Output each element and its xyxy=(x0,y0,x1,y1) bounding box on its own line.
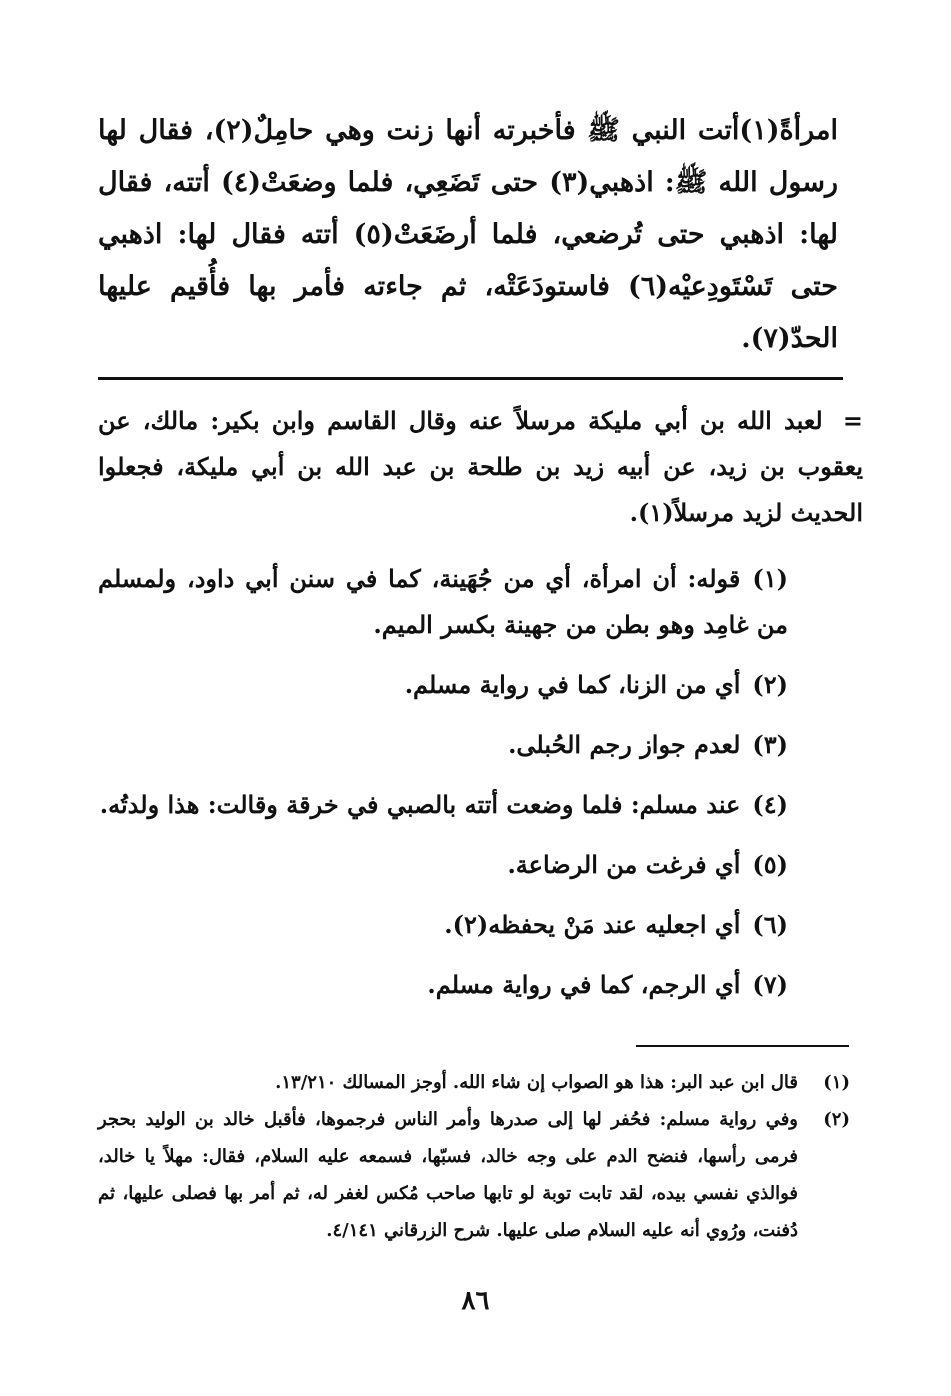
main-text-block xyxy=(98,105,838,365)
note-number: (٢) xyxy=(752,670,788,699)
commentary-notes xyxy=(98,556,843,1022)
note-number: (٥) xyxy=(752,850,788,879)
main-hadith-text: امرأةً(١)أتت النبي ﷺ فأخبرته أنها زنت وهي حامِلٌ(٢)، فقال لها رسول الله ﷺ: اذهبي(٣) حتى تَضَعِي، فلما وضعَتْ(٤) أتته، فقال لها: اذهبي حتى تُرضعي، فلما أرضَعَتْ(٥) أتته فقال لها: اذهبي حتى تَسْتَودِعيْه(٦) فاستودَعَتْه، ثم جاءته فأمر بها فأُقيم عليها الحدّ(٧). xyxy=(98,115,838,354)
note-item xyxy=(98,962,843,1008)
footnote-separator-line xyxy=(636,1045,849,1047)
continuation-note xyxy=(98,398,863,536)
footnote-text: قال ابن عبد البر: هذا هو الصواب إن شاء الله. أوجز المسالك ١٣/٢١٠. xyxy=(275,1072,798,1093)
continuation-marker: = xyxy=(842,406,863,435)
top-separator-line xyxy=(98,377,843,380)
note-text: قوله: أن امرأة، أي من جُهَينة، كما في سنن أبي داود، ولمسلم من غامِد وهو بطن من جهينة بكسر الميم. xyxy=(98,564,788,639)
note-text: عند مسلم: فلما وضعت أتته بالصبي في خرقة وقالت: هذا ولدتُه. xyxy=(99,790,741,819)
note-number: (١) xyxy=(752,564,788,593)
footnote-number: (١) xyxy=(823,1072,850,1093)
note-item xyxy=(98,842,843,888)
note-number: (٣) xyxy=(752,730,788,759)
continuation-text: لعبد الله بن أبي مليكة مرسلاً عنه وقال القاسم وابن بكير: مالك، عن يعقوب بن زيد، عن أبيه زيد بن طلحة بن عبد الله بن أبي مليكة، فجعلوا الحديث لزيد مرسلاً(١). xyxy=(98,406,863,527)
note-text: أي فرغت من الرضاعة. xyxy=(507,850,741,879)
note-text: أي الرجم، كما في رواية مسلم. xyxy=(427,970,741,999)
page-number: ٨٦ xyxy=(461,1286,490,1316)
note-item xyxy=(98,782,843,828)
footnote-item xyxy=(98,1101,850,1249)
note-item xyxy=(98,662,843,708)
note-item xyxy=(98,902,843,948)
note-text: لعدم جواز رجم الحُبلى. xyxy=(508,730,741,759)
note-text: أي من الزنا، كما في رواية مسلم. xyxy=(404,670,741,699)
footnote-item xyxy=(98,1064,850,1101)
note-number: (٤) xyxy=(752,790,788,819)
footnote-number: (٢) xyxy=(823,1109,850,1130)
footnote-text: وفي رواية مسلم: فحُفر لها إلى صدرها وأمر الناس فرجموها، فأقبل خالد بن الوليد بحجر فرمى رأسها، فنضح الدم على وجه خالد، فسبّها، فسمعه عليه السلام، فقال: مهلاً يا خالد، فوالذي نفسي بيده، لقد تابت توبة لو تابها صاحب مُكس لغفر له، ثم أمر بها فصلى عليها، ثم دُفنت، ورُوي أنه عليه السلام صلى عليها. شرح الزرقاني ٤/١٤١. xyxy=(98,1109,798,1241)
footnotes-block xyxy=(98,1064,850,1249)
note-number: (٧) xyxy=(752,970,788,999)
note-text: أي اجعليه عند مَنْ يحفظه(٢). xyxy=(444,910,741,939)
note-item xyxy=(98,722,843,768)
note-item xyxy=(98,556,843,648)
note-number: (٦) xyxy=(752,910,788,939)
